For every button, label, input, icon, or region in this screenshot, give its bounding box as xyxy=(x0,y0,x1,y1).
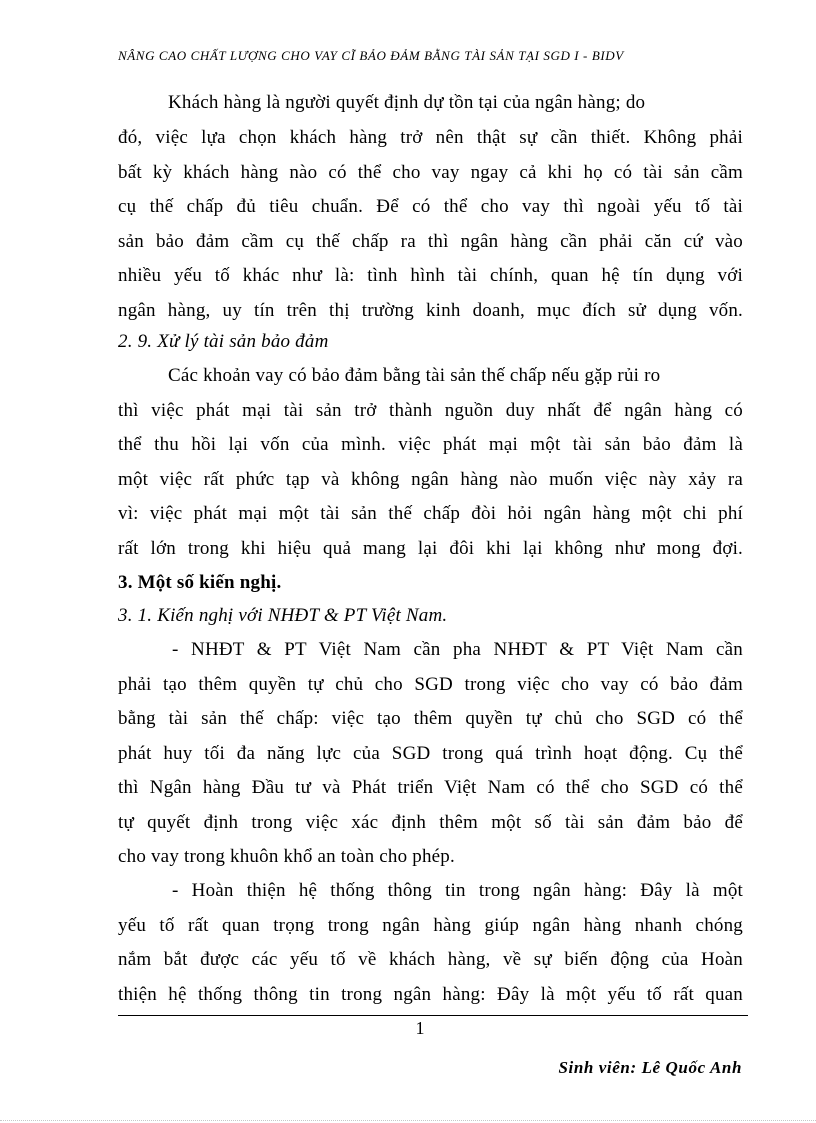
paragraph-line: ngân hàng, uy tín trên thị trường kinh doanh, mục đích sử dụng vốn. xyxy=(118,300,743,321)
paragraph-line: nắm bắt được các yếu tố về khách hàng, về sự biến động của Hoàn xyxy=(118,949,743,970)
page-boundary xyxy=(0,1120,816,1121)
paragraph-line: Các khoản vay có bảo đảm bằng tài sản thế chấp nếu gặp rủi ro xyxy=(168,365,661,386)
paragraph-line: vì: việc phát mại một tài sản thế chấp đòi hỏi ngân hàng một chi phí xyxy=(118,503,743,524)
paragraph-line: thì Ngân hàng Đầu tư và Phát triển Việt Nam có thể cho SGD có thể xyxy=(118,777,743,798)
paragraph-line: cho vay trong khuôn khổ an toàn cho phép. xyxy=(118,846,455,867)
paragraph-line: phát huy tối đa năng lực của SGD trong quá trình hoạt động. Cụ thể xyxy=(118,743,743,764)
section-heading-3-1: 3. 1. Kiến nghị với NHĐT & PT Việt Nam. xyxy=(118,605,448,626)
paragraph-line: Khách hàng là người quyết định dự tồn tại của ngân hàng; do xyxy=(168,92,646,113)
paragraph-line: đó, việc lựa chọn khách hàng trở nên thật sự cần thiết. Không phải xyxy=(118,127,743,148)
paragraph-line: - Hoàn thiện hệ thống thông tin trong ngân hàng: Đây là một xyxy=(172,880,743,901)
paragraph-line: sản bảo đảm cầm cụ thế chấp ra thì ngân hàng cần phải căn cứ vào xyxy=(118,231,743,252)
paragraph-line: bằng tài sản thế chấp: việc tạo thêm quyền tự chủ cho SGD có thể xyxy=(118,708,743,729)
page-number: 1 xyxy=(415,1018,425,1038)
paragraph-line: bất kỳ khách hàng nào có thể cho vay ngay cả khi họ có tài sản cầm xyxy=(118,162,743,183)
paragraph-line: thiện hệ thống thông tin trong ngân hàng: Đây là một yếu tố rất quan xyxy=(118,984,743,1005)
paragraph-line: thể thu hồi lại vốn của mình. việc phát mại một tài sản bảo đảm là xyxy=(118,434,743,455)
paragraph-line: yếu tố rất quan trọng trong ngân hàng giúp ngân hàng nhanh chóng xyxy=(118,915,743,936)
paragraph-line: cụ thế chấp đủ tiêu chuẩn. Để có thể cho vay thì ngoài yếu tố tài xyxy=(118,196,743,217)
paragraph-line: rất lớn trong khi hiệu quả mang lại đôi khi lại không như mong đợi. xyxy=(118,538,743,559)
paragraph-line: phải tạo thêm quyền tự chủ cho SGD trong việc cho vay có bảo đảm xyxy=(118,674,743,695)
paragraph-line: nhiều yếu tố khác như là: tình hình tài chính, quan hệ tín dụng với xyxy=(118,265,743,286)
paragraph-line: một việc rất phức tạp và không ngân hàng nào muốn việc này xảy ra xyxy=(118,469,743,490)
footer-rule xyxy=(118,1015,748,1016)
paragraph-line: - NHĐT & PT Việt Nam cần pha NHĐT & PT Việt Nam cần xyxy=(172,639,743,660)
section-heading-3: 3. Một số kiến nghị. xyxy=(118,572,282,593)
paragraph-line: thì việc phát mại tài sản trở thành nguồn duy nhất để ngân hàng có xyxy=(118,400,743,421)
paragraph-line: tự quyết định trong việc xác định thêm một số tài sản đảm bảo để xyxy=(118,812,743,833)
section-heading-2-9: 2. 9. Xử lý tài sản bảo đảm xyxy=(118,331,329,352)
running-header: NÂNG CAO CHẤT LƯỢNG CHO VAY CĨ BẢO ĐẢM BẰNG TÀI SẢN TẠI SGD I - BIDV xyxy=(118,48,624,63)
student-signature: Sinh viên: Lê Quốc Anh xyxy=(558,1058,742,1077)
